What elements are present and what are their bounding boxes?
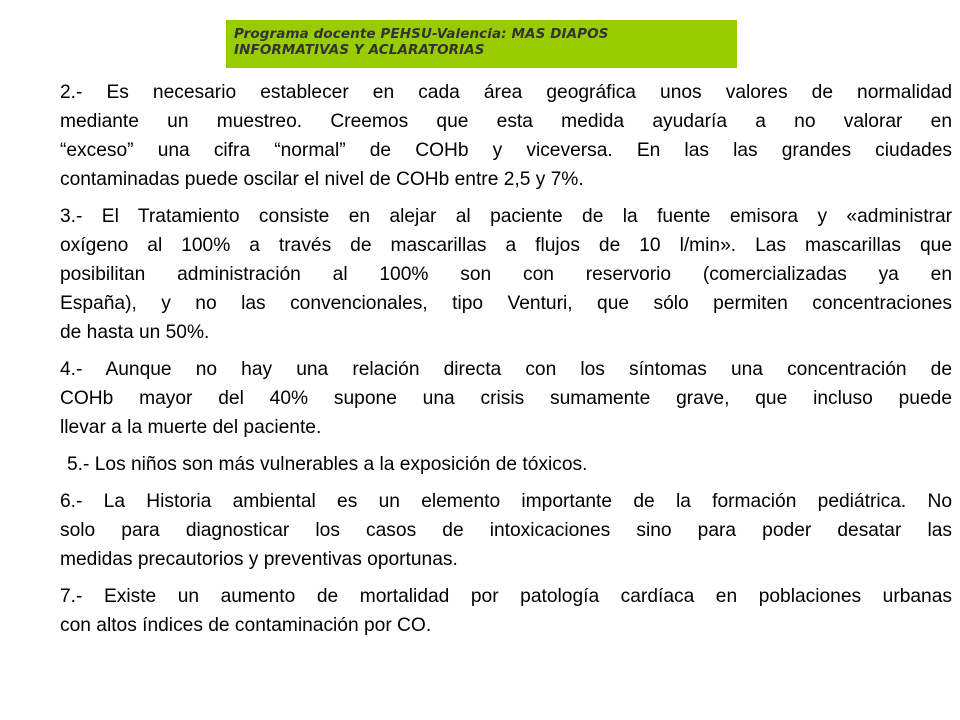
paragraph-line: COHb mayor del 40% supone una crisis sumamente grave, que incluso puede	[60, 388, 952, 409]
paragraph-line: 4.- Aunque no hay una relación directa con los síntomas una concentración de	[60, 359, 952, 380]
header-line-1: Programa docente PEHSU-Valencia: MAS DIAPOS	[234, 26, 609, 42]
paragraph-line: con altos índices de contaminación por CO.	[60, 615, 432, 636]
paragraph-line: 2.- Es necesario establecer en cada área geográfica unos valores de normalidad	[60, 82, 952, 103]
paragraph-6	[60, 487, 952, 574]
paragraph-7	[60, 582, 952, 640]
paragraph-line: de hasta un 50%.	[60, 322, 210, 343]
paragraph-line: España), y no las convencionales, tipo Venturi, que sólo permiten concentraciones	[60, 293, 952, 314]
paragraph-line: 5.- Los niños son más vulnerables a la exposición de tóxicos.	[67, 454, 588, 475]
header-line-2: INFORMATIVAS Y ACLARATORIAS	[234, 42, 485, 58]
paragraph-line: contaminadas puede oscilar el nivel de COHb entre 2,5 y 7%.	[60, 169, 584, 190]
slide-body	[60, 78, 952, 648]
paragraph-line: 6.- La Historia ambiental es un elemento importante de la formación pediátrica. No	[60, 491, 952, 512]
paragraph-line: “exceso” una cifra “normal” de COHb y viceversa. En las las grandes ciudades	[60, 140, 952, 161]
paragraph-line: llevar a la muerte del paciente.	[60, 417, 322, 438]
paragraph-line: oxígeno al 100% a través de mascarillas a flujos de 10 l/min». Las mascarillas que	[60, 235, 952, 256]
paragraph-line: medidas precautorios y preventivas oportunas.	[60, 549, 458, 570]
paragraph-line: posibilitan administración al 100% son con reservorio (comercializadas ya en	[60, 264, 952, 285]
paragraph-3	[60, 202, 952, 347]
paragraph-line: solo para diagnosticar los casos de intoxicaciones sino para poder desatar las	[60, 520, 952, 541]
paragraph-line: mediante un muestreo. Creemos que esta medida ayudaría a no valorar en	[60, 111, 952, 132]
paragraph-4	[60, 355, 952, 442]
paragraph-line: 7.- Existe un aumento de mortalidad por patología cardíaca en poblaciones urbanas	[60, 586, 952, 607]
paragraph-2	[60, 78, 952, 194]
header-banner	[226, 20, 737, 68]
paragraph-line: 3.- El Tratamiento consiste en alejar al paciente de la fuente emisora y «administrar	[60, 206, 952, 227]
paragraph-5	[60, 450, 952, 479]
